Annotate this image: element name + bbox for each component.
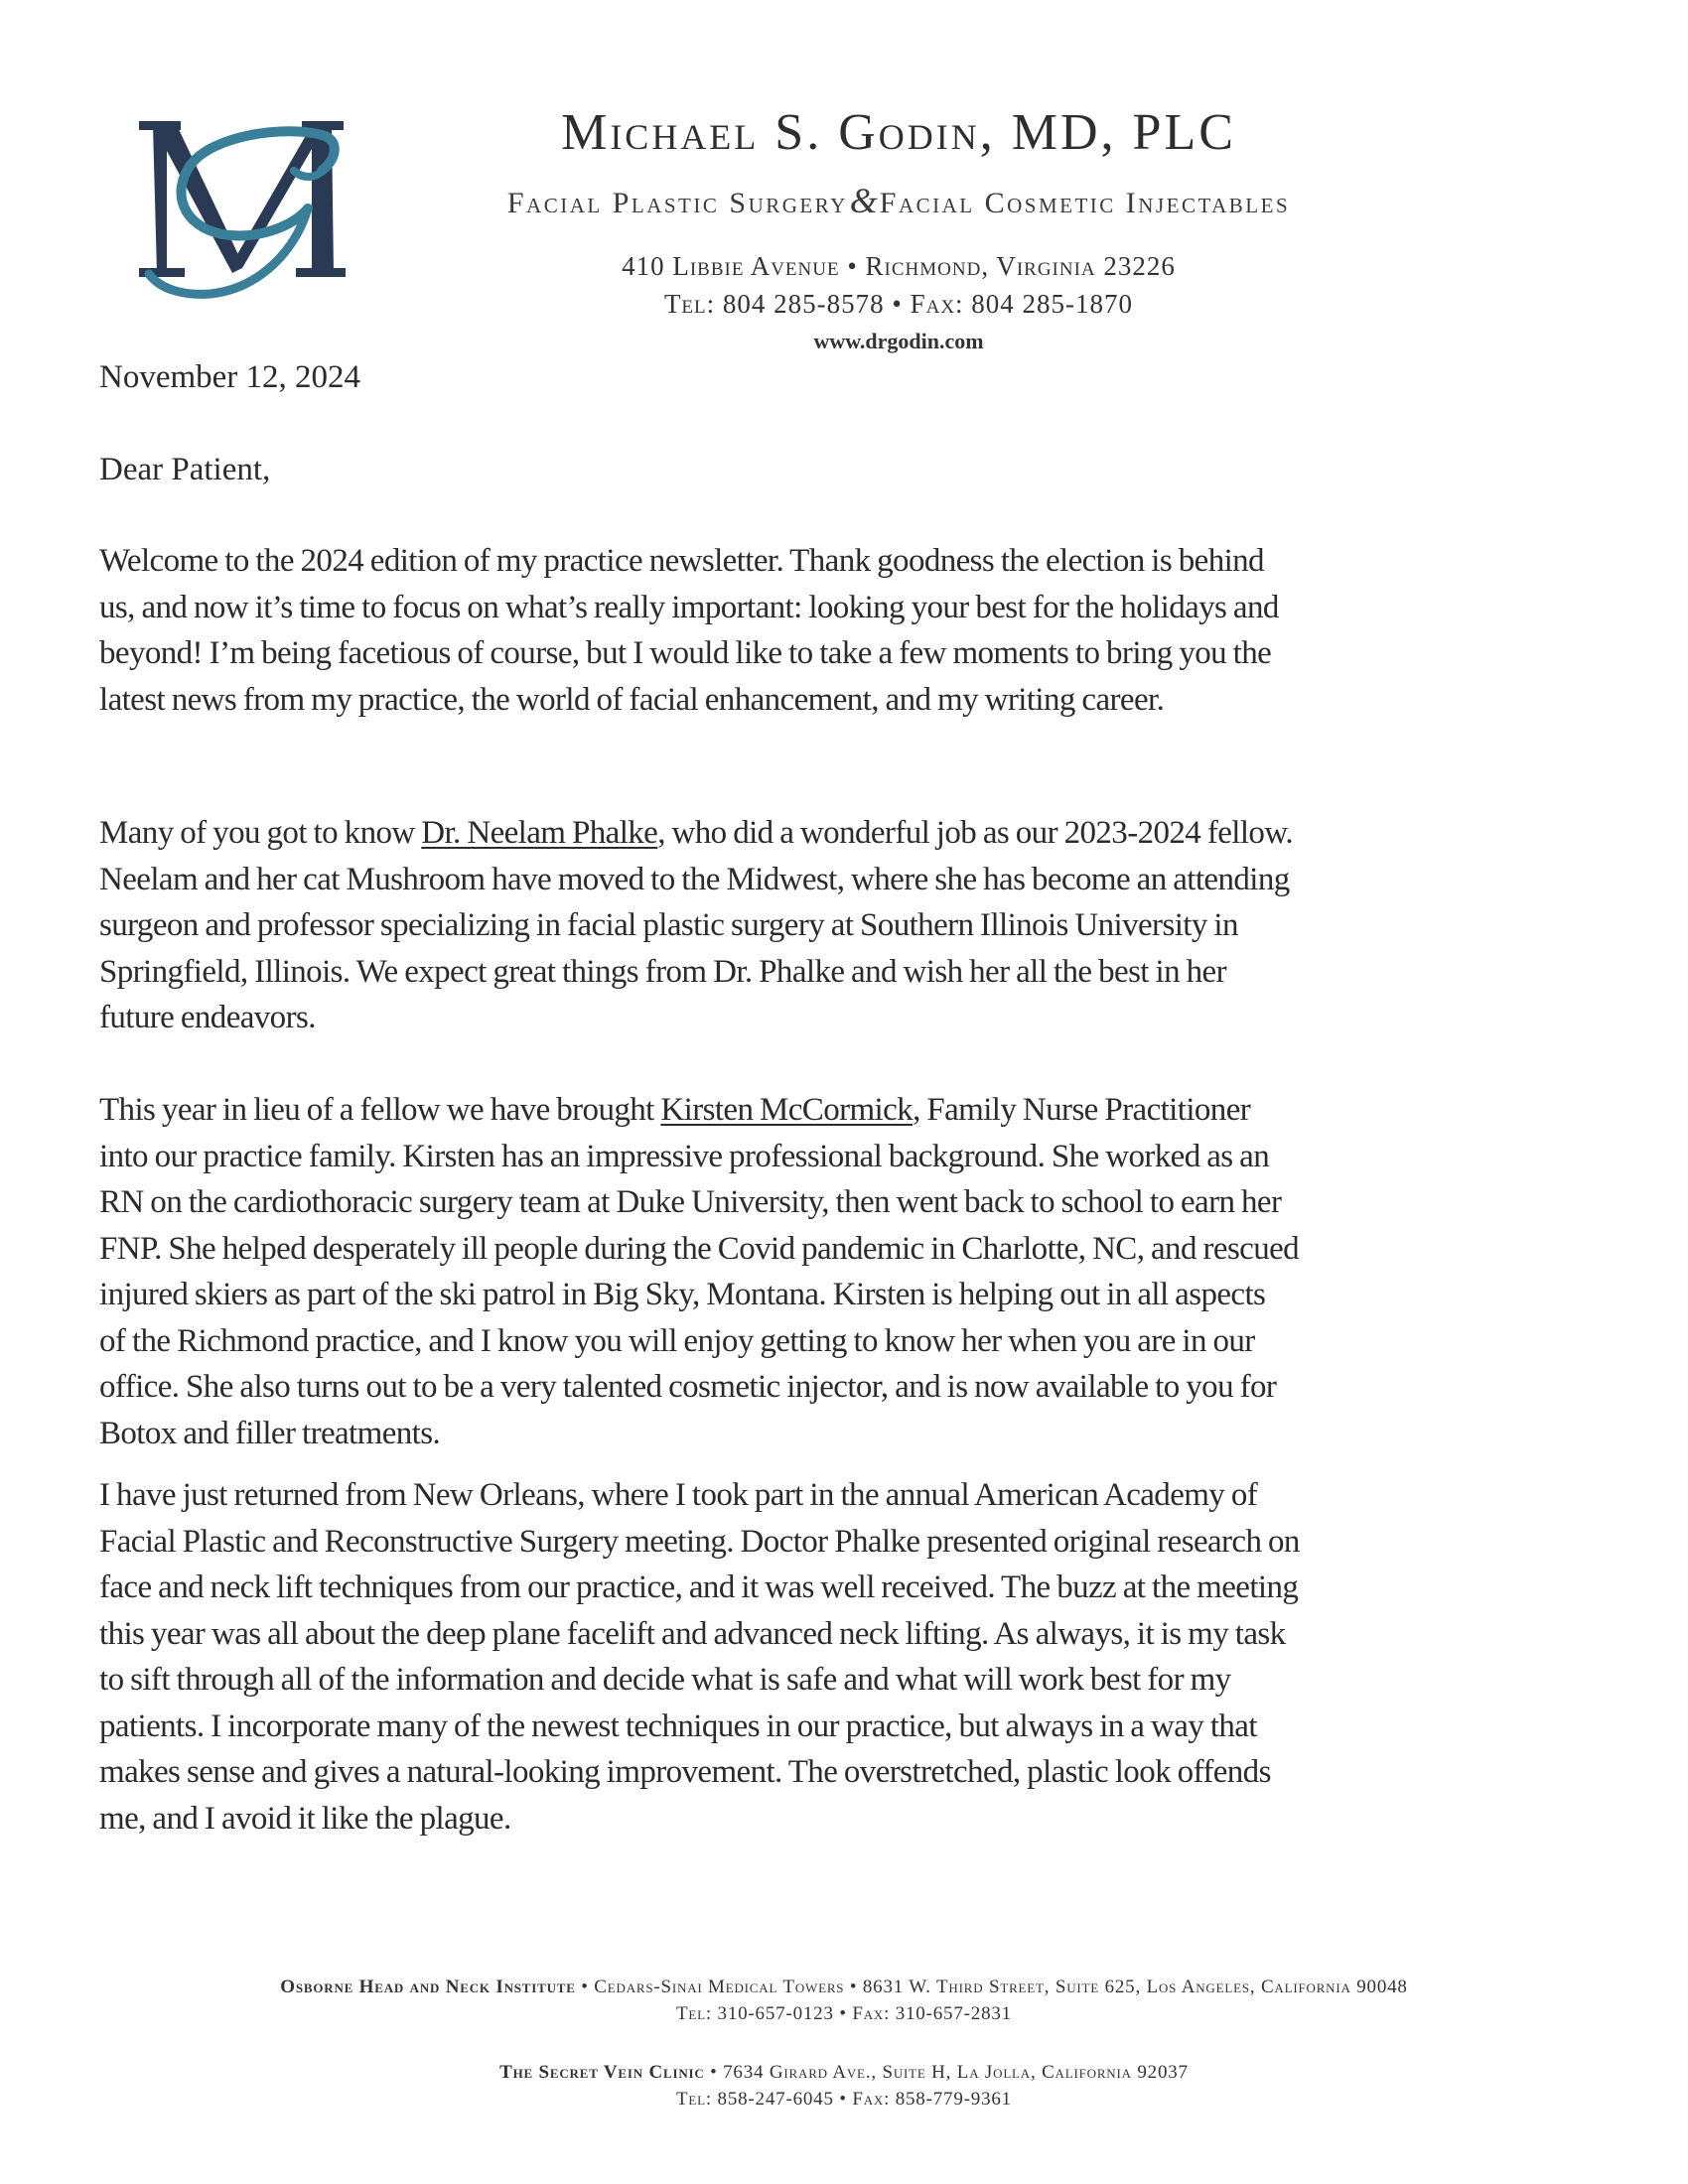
text-line: Welcome to the 2024 edition of my practice newsletter. Thank goodness the election is behind	[99, 543, 1264, 579]
paragraph-new-orleans-meeting	[99, 1472, 1609, 1842]
text-line: of the Richmond practice, and I know you will enjoy getting to know her when you are in our	[99, 1322, 1255, 1359]
text-line: Facial Plastic and Reconstructive Surgery meeting. Doctor Phalke presented original research on	[99, 1523, 1300, 1560]
text-segment: , who did a wonderful job as our 2023-2024 fellow.	[657, 815, 1294, 851]
text-line: injured skiers as part of the ski patrol in Big Sky, Montana. Kirsten is helping out in all aspects	[99, 1277, 1266, 1312]
mg-monogram-logo-icon	[127, 99, 355, 308]
text-line: Springfield, Illinois. We expect great things from Dr. Phalke and wish her all the best in her	[99, 953, 1226, 990]
text-line: patients. I incorporate many of the newest techniques in our practice, but always in a way that	[99, 1707, 1257, 1744]
text-line	[99, 1087, 1609, 1134]
text-line: into our practice family. Kirsten has an impressive professional background. She worked as an	[99, 1138, 1270, 1174]
office-phone-fax: Tel: 804 285-8578 • Fax: 804 285-1870	[663, 289, 1134, 319]
paragraph-dr-phalke	[99, 810, 1609, 1041]
dr-neelam-phalke-link[interactable]: Dr. Neelam Phalke	[421, 815, 658, 851]
text-line: I have just returned from New Orleans, where I took part in the annual American Academy of	[99, 1477, 1258, 1513]
text-line: future endeavors.	[99, 1000, 316, 1035]
text-line: us, and now it’s time to focus on what’s really important: looking your best for the holidays and	[99, 589, 1279, 625]
text-segment: This year in lieu of a fellow we have brought	[99, 1092, 661, 1128]
text-line: latest news from my practice, the world of facial enhancement, and my writing career.	[99, 681, 1165, 718]
text-line: face and neck lift techniques from our practice, and it was well received. The buzz at the meeting	[99, 1570, 1299, 1605]
text-line: FNP. She helped desperately ill people during the Covid pandemic in Charlotte, NC, and rescued	[99, 1230, 1300, 1267]
salutation: Dear Patient,	[99, 452, 271, 487]
text-line	[99, 810, 1609, 857]
text-line: RN on the cardiothoracic surgery team at Duke University, then went back to school to earn her	[99, 1184, 1282, 1220]
firm-tagline	[377, 183, 1420, 218]
text-line: to sift through all of the information and decide what is safe and what will work best for my	[99, 1662, 1231, 1698]
footer-osborne-name: Osborne Head and Neck Institute	[280, 1977, 576, 1997]
paragraph-kirsten-mccormick	[99, 1087, 1609, 1456]
footer-secret-vein-street: • 7634 Girard Ave., Suite H, La Jolla, California 92037	[704, 2062, 1189, 2083]
text-segment: Many of you got to know	[99, 815, 422, 851]
office-address: 410 Libbie Avenue • Richmond, Virginia 23226	[622, 251, 1176, 281]
text-line: Botox and filler treatments.	[99, 1415, 441, 1451]
text-line: makes sense and gives a natural-looking improvement. The overstretched, plastic look offends	[99, 1754, 1271, 1790]
text-line: beyond! I’m being facetious of course, but I would like to take a few moments to bring you the	[99, 635, 1272, 671]
kirsten-mccormick-link[interactable]: Kirsten McCormick	[660, 1092, 914, 1128]
text-line: me, and I avoid it like the plague.	[99, 1800, 511, 1837]
footer-secret-vein-name: The Secret Vein Clinic	[499, 2062, 705, 2083]
footer-osborne-phone: Tel: 310-657-0123 • Fax: 310-657-2831	[676, 2003, 1012, 2024]
text-line: surgeon and professor specializing in facial plastic surgery at Southern Illinois University in	[99, 907, 1238, 943]
paragraph-welcome	[99, 538, 1609, 723]
tagline-ampersand: &	[849, 181, 878, 220]
letter-date: November 12, 2024	[99, 359, 361, 395]
footer-osborne-address	[0, 1978, 1688, 1996]
footer-osborne-street: • Cedars-Sinai Medical Towers • 8631 W. Third Street, Suite 625, Los Angeles, California 90048	[575, 1977, 1408, 1997]
text-line: office. She also turns out to be a very talented cosmetic injector, and is now available to you for	[99, 1369, 1277, 1405]
text-line: this year was all about the deep plane facelift and advanced neck lifting. As always, it is my task	[99, 1615, 1286, 1652]
website-link[interactable]: www.drgodin.com	[813, 329, 984, 353]
tagline-surgery: Facial Plastic Surgery	[506, 187, 848, 219]
text-segment: , Family Nurse Practitioner	[913, 1092, 1251, 1128]
firm-name: Michael S. Godin, MD, PLC	[561, 104, 1236, 161]
footer-secret-vein-phone: Tel: 858-247-6045 • Fax: 858-779-9361	[676, 2089, 1012, 2110]
tagline-injectables: Facial Cosmetic Injectables	[879, 187, 1291, 219]
text-line: Neelam and her cat Mushroom have moved to the Midwest, where she has become an attending	[99, 861, 1290, 897]
footer-secret-vein-address	[0, 2063, 1688, 2082]
